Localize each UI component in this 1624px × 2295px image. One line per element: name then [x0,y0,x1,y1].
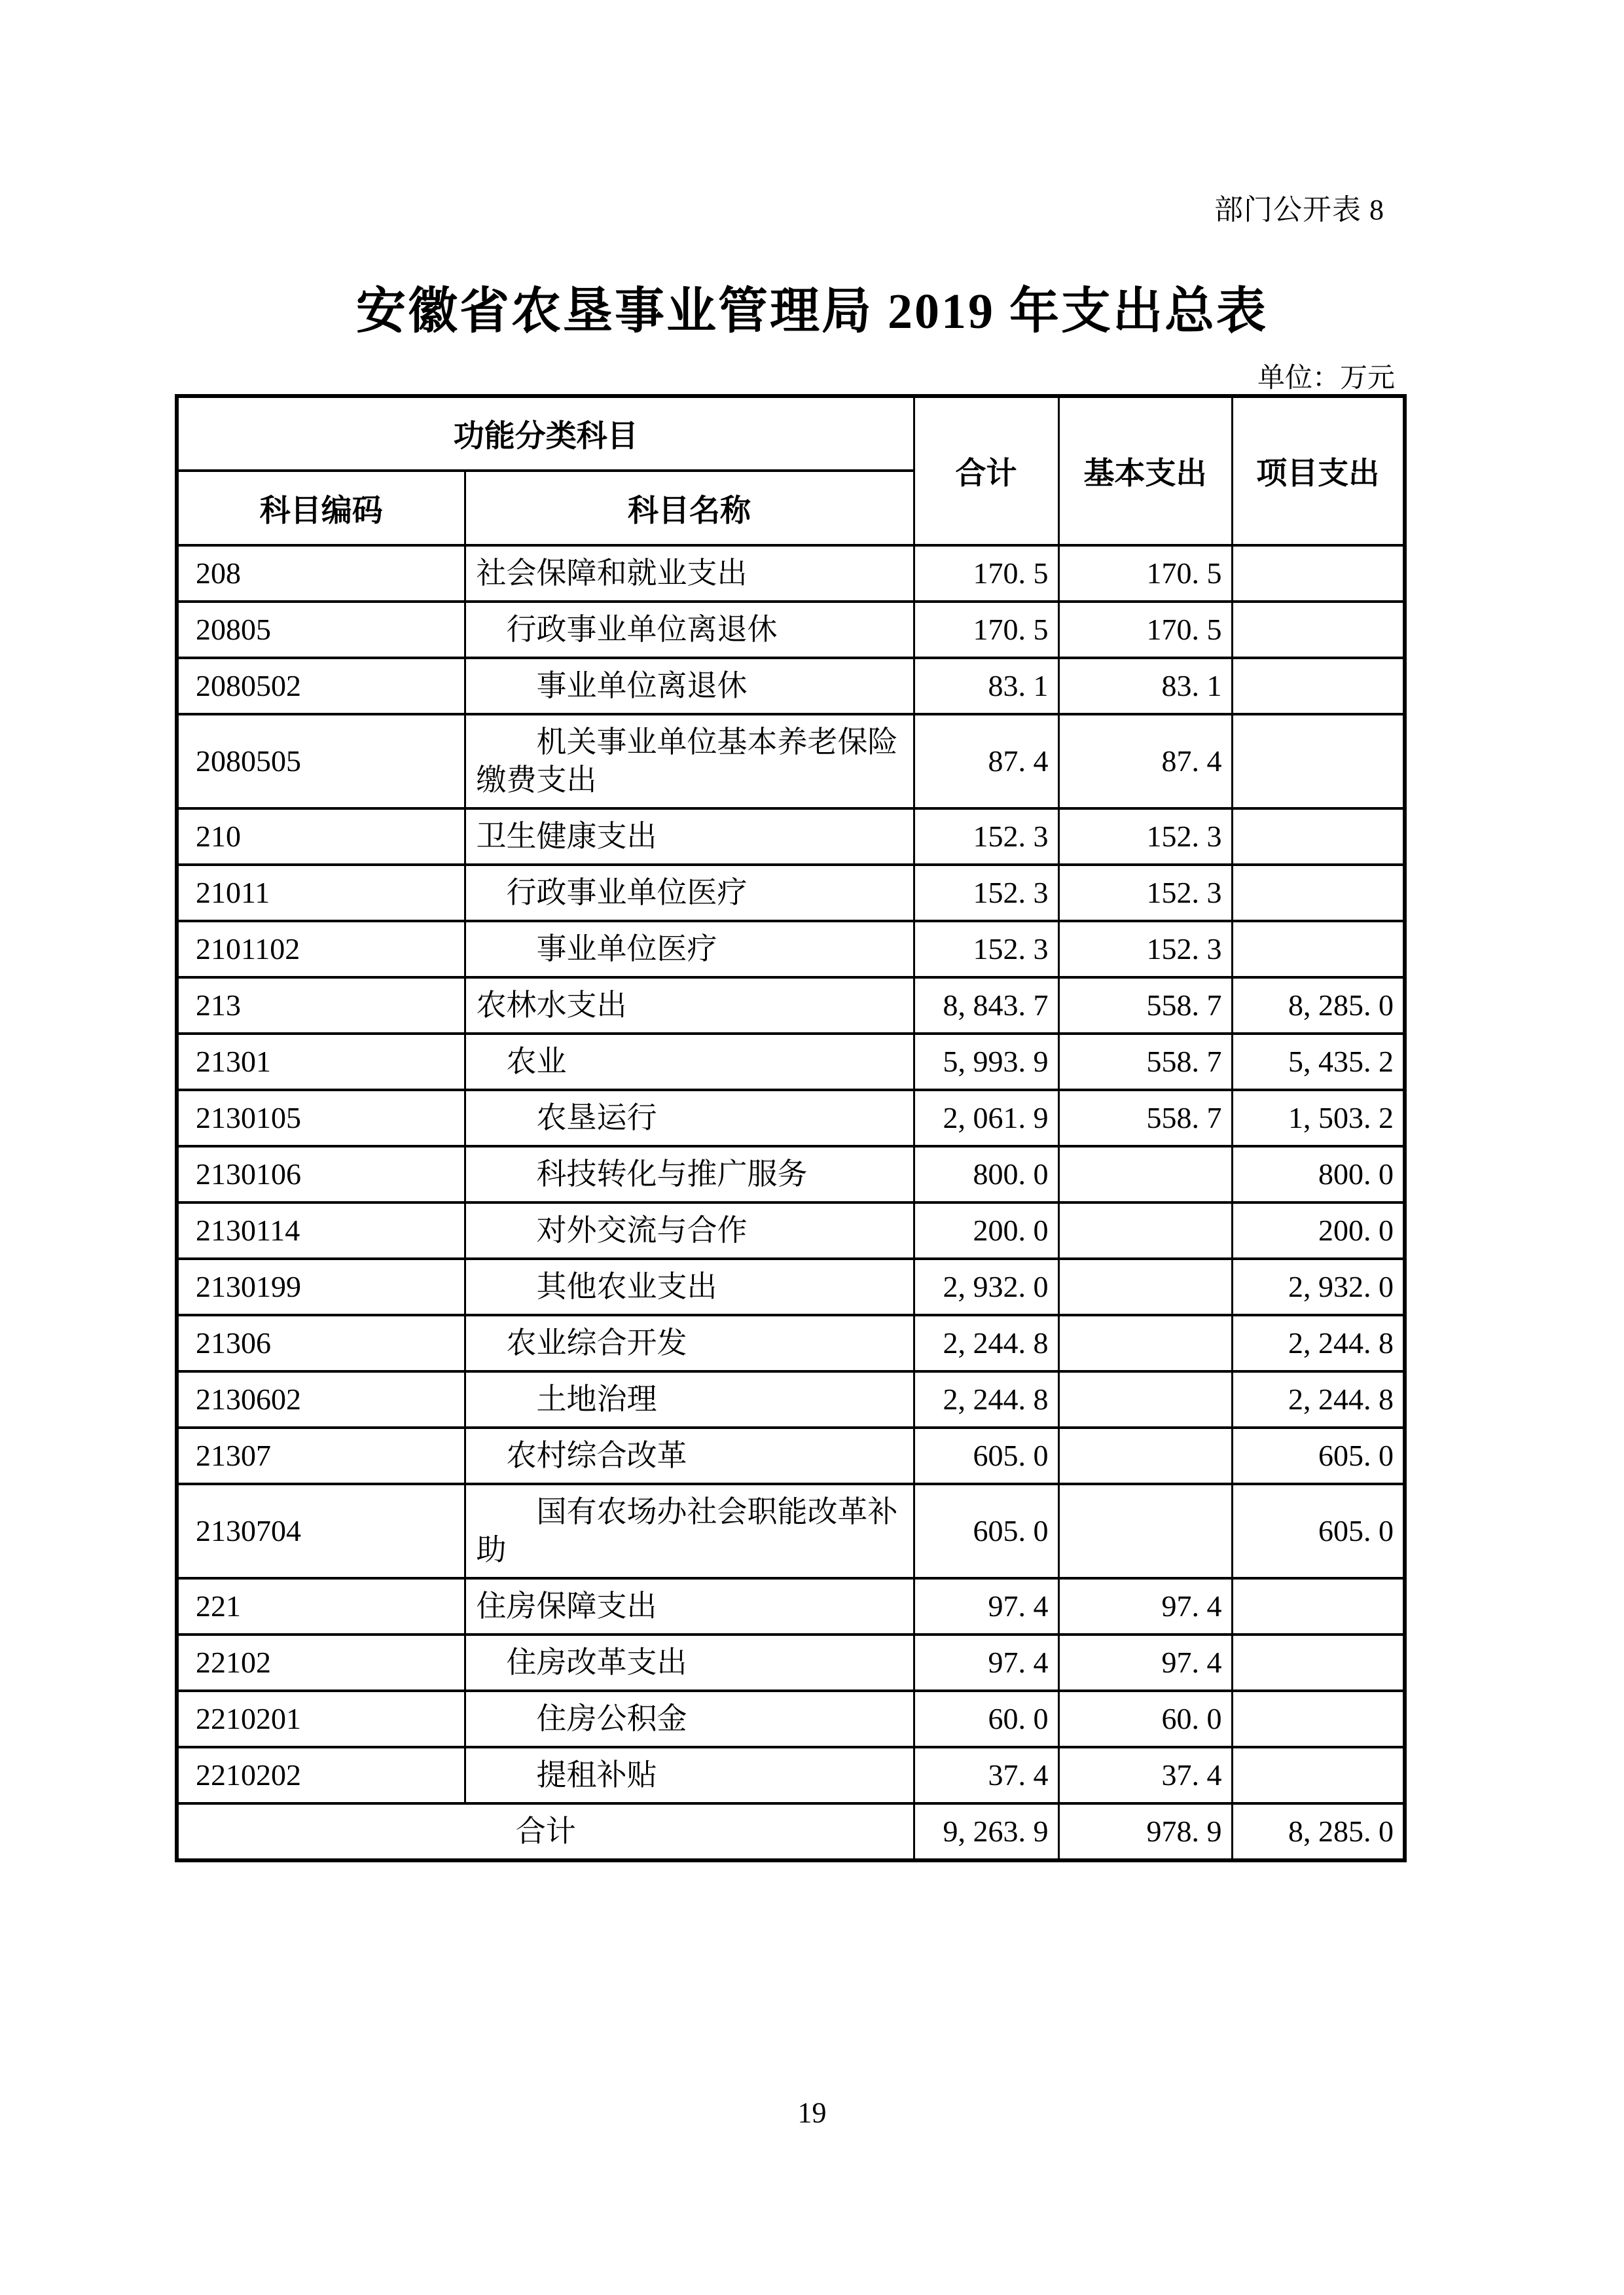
subject-code-cell: 2130602 [177,1371,465,1428]
project-expenditure-cell [1232,602,1405,658]
basic-expenditure-cell: 152. 3 [1058,808,1232,865]
header-row-group [177,396,1405,471]
project-expenditure-cell: 5, 435. 2 [1232,1034,1405,1090]
basic-expenditure-cell [1058,1484,1232,1578]
subject-code-cell: 2130114 [177,1202,465,1259]
project-expenditure-cell: 200. 0 [1232,1202,1405,1259]
subject-name-cell: 国有农场办社会职能改革补助 [465,1484,914,1578]
total-cell: 152. 3 [914,865,1058,921]
subject-name-cell: 提租补贴 [465,1747,914,1803]
basic-expenditure-cell [1058,1371,1232,1428]
project-expenditure-cell [1232,658,1405,714]
header-project-expenditure: 项目支出 [1232,396,1405,545]
total-cell: 2, 932. 0 [914,1259,1058,1315]
subject-code-cell: 2080502 [177,658,465,714]
total-cell: 200. 0 [914,1202,1058,1259]
project-expenditure-cell: 605. 0 [1232,1484,1405,1578]
table-row [177,1202,1405,1259]
subject-name-cell: 住房公积金 [465,1691,914,1747]
table-row [177,1635,1405,1691]
total-cell: 2, 244. 8 [914,1315,1058,1371]
subject-code-cell: 21307 [177,1428,465,1484]
project-expenditure-cell: 605. 0 [1232,1428,1405,1484]
basic-expenditure-cell: 60. 0 [1058,1691,1232,1747]
basic-expenditure-cell: 170. 5 [1058,602,1232,658]
subject-code-cell: 2130106 [177,1146,465,1202]
total-cell: 800. 0 [914,1146,1058,1202]
subject-code-cell: 20805 [177,602,465,658]
project-expenditure-cell [1232,921,1405,977]
doc-tag-label: 部门公开表 8 [1214,194,1384,226]
total-cell: 2, 244. 8 [914,1371,1058,1428]
subject-name-cell: 农业综合开发 [465,1315,914,1371]
subject-name-cell: 行政事业单位医疗 [465,865,914,921]
basic-expenditure-cell: 87. 4 [1058,714,1232,808]
total-cell: 170. 5 [914,545,1058,602]
subject-name-cell: 科技转化与推广服务 [465,1146,914,1202]
header-subject-name: 科目名称 [465,471,914,545]
basic-expenditure-cell: 97. 4 [1058,1578,1232,1635]
subject-name-cell: 事业单位医疗 [465,921,914,977]
subject-code-cell: 213 [177,977,465,1034]
project-expenditure-cell [1232,1635,1405,1691]
project-expenditure-cell [1232,714,1405,808]
basic-expenditure-cell [1058,1259,1232,1315]
grand-total-label: 合计 [177,1803,914,1860]
basic-expenditure-cell: 558. 7 [1058,1034,1232,1090]
total-cell: 152. 3 [914,921,1058,977]
subject-code-cell: 2210201 [177,1691,465,1747]
project-expenditure-cell: 1, 503. 2 [1232,1090,1405,1146]
expenditure-table [175,394,1407,1862]
subject-code-cell: 221 [177,1578,465,1635]
subject-name-cell: 其他农业支出 [465,1259,914,1315]
total-cell: 8, 843. 7 [914,977,1058,1034]
total-cell: 5, 993. 9 [914,1034,1058,1090]
project-expenditure-cell [1232,1691,1405,1747]
total-cell: 37. 4 [914,1747,1058,1803]
basic-expenditure-cell: 170. 5 [1058,545,1232,602]
header-total: 合计 [914,396,1058,545]
total-cell: 60. 0 [914,1691,1058,1747]
basic-expenditure-cell: 83. 1 [1058,658,1232,714]
basic-expenditure-cell [1058,1428,1232,1484]
table-footer [177,1803,1405,1860]
table-header [177,396,1405,545]
table-row [177,1146,1405,1202]
project-expenditure-cell [1232,1578,1405,1635]
table-row [177,977,1405,1034]
basic-expenditure-cell [1058,1146,1232,1202]
subject-code-cell: 21306 [177,1315,465,1371]
project-expenditure-cell [1232,545,1405,602]
basic-expenditure-cell: 558. 7 [1058,977,1232,1034]
page-number: 19 [797,2097,827,2129]
grand-total-sum-cell: 9, 263. 9 [914,1803,1058,1860]
subject-code-cell: 2101102 [177,921,465,977]
subject-name-cell: 住房改革支出 [465,1635,914,1691]
table-row [177,714,1405,808]
subject-name-cell: 农垦运行 [465,1090,914,1146]
basic-expenditure-cell: 37. 4 [1058,1747,1232,1803]
table-row [177,1747,1405,1803]
subject-name-cell: 机关事业单位基本养老保险缴费支出 [465,714,914,808]
table-row [177,602,1405,658]
project-expenditure-cell: 8, 285. 0 [1232,977,1405,1034]
total-cell: 605. 0 [914,1428,1058,1484]
subject-code-cell: 208 [177,545,465,602]
basic-expenditure-cell [1058,1315,1232,1371]
subject-name-cell: 农村综合改革 [465,1428,914,1484]
subject-code-cell: 21011 [177,865,465,921]
grand-total-basic-cell: 978. 9 [1058,1803,1232,1860]
header-basic-expenditure: 基本支出 [1058,396,1232,545]
total-cell: 2, 061. 9 [914,1090,1058,1146]
subject-code-cell: 21301 [177,1034,465,1090]
total-cell: 170. 5 [914,602,1058,658]
table-row [177,1371,1405,1428]
basic-expenditure-cell [1058,1202,1232,1259]
table-row [177,1315,1405,1371]
subject-code-cell: 2130704 [177,1484,465,1578]
basic-expenditure-cell: 152. 3 [1058,865,1232,921]
table-row [177,1034,1405,1090]
header-subject-code: 科目编码 [177,471,465,545]
total-cell: 97. 4 [914,1635,1058,1691]
subject-code-cell: 2130105 [177,1090,465,1146]
total-cell: 87. 4 [914,714,1058,808]
table-row [177,921,1405,977]
subject-name-cell: 社会保障和就业支出 [465,545,914,602]
table-row [177,1428,1405,1484]
project-expenditure-cell: 800. 0 [1232,1146,1405,1202]
subject-name-cell: 土地治理 [465,1371,914,1428]
subject-name-cell: 行政事业单位离退休 [465,602,914,658]
subject-name-cell: 事业单位离退休 [465,658,914,714]
table-row [177,808,1405,865]
total-cell: 605. 0 [914,1484,1058,1578]
basic-expenditure-cell: 97. 4 [1058,1635,1232,1691]
project-expenditure-cell: 2, 932. 0 [1232,1259,1405,1315]
total-cell: 97. 4 [914,1578,1058,1635]
subject-name-cell: 农林水支出 [465,977,914,1034]
table-row [177,1259,1405,1315]
project-expenditure-cell: 2, 244. 8 [1232,1315,1405,1371]
unit-note: 单位：万元 [1257,363,1395,393]
subject-name-cell: 农业 [465,1034,914,1090]
subject-code-cell: 2130199 [177,1259,465,1315]
table-row [177,658,1405,714]
total-cell: 83. 1 [914,658,1058,714]
subject-code-cell: 2080505 [177,714,465,808]
subject-code-cell: 22102 [177,1635,465,1691]
project-expenditure-cell [1232,1747,1405,1803]
page-title: 安徽省农垦事业管理局 2019 年支出总表 [356,284,1268,339]
project-expenditure-cell: 2, 244. 8 [1232,1371,1405,1428]
project-expenditure-cell [1232,808,1405,865]
header-functional-classification: 功能分类科目 [177,396,914,471]
project-expenditure-cell [1232,865,1405,921]
basic-expenditure-cell: 558. 7 [1058,1090,1232,1146]
subject-name-cell: 住房保障支出 [465,1578,914,1635]
table-body [177,545,1405,1803]
total-cell: 152. 3 [914,808,1058,865]
table-row [177,1484,1405,1578]
basic-expenditure-cell: 152. 3 [1058,921,1232,977]
subject-code-cell: 2210202 [177,1747,465,1803]
table-row [177,545,1405,602]
grand-total-row [177,1803,1405,1860]
table-row [177,1090,1405,1146]
table-row [177,1578,1405,1635]
table-row [177,1691,1405,1747]
subject-name-cell: 卫生健康支出 [465,808,914,865]
table-row [177,865,1405,921]
subject-name-cell: 对外交流与合作 [465,1202,914,1259]
subject-code-cell: 210 [177,808,465,865]
grand-total-project-cell: 8, 285. 0 [1232,1803,1405,1860]
